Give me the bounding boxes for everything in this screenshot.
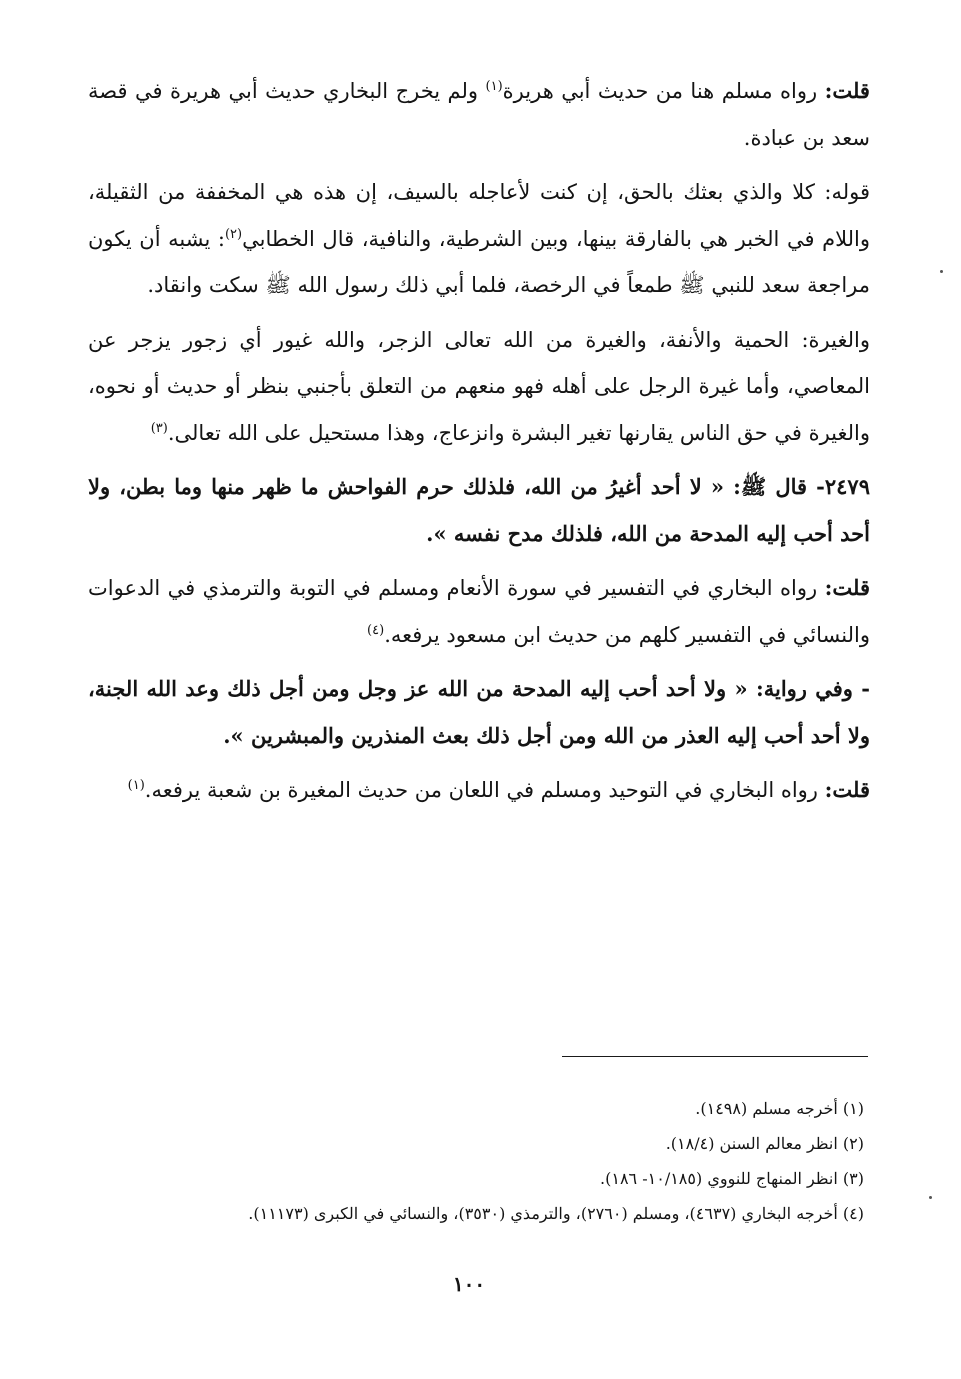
paragraph-note-bukhari [88,565,870,658]
paragraph-text: رواه مسلم هنا من حديث أبي هريرة [502,79,825,103]
hadith-riwaya [88,666,870,759]
scan-speck [929,1196,932,1199]
footnote-ref[interactable]: (٤) [367,622,385,638]
qult-label: قلت: [824,575,870,600]
footnote-separator [562,1056,868,1057]
paragraph-note-muslim [88,68,870,161]
main-text [88,68,870,822]
qult-label: قلت: [824,78,870,103]
footnote-item: (٢) انظر معالم السنن (١٨/٤). [665,1134,864,1153]
paragraph-khattabi [88,169,870,309]
footnote-item: (١) أخرجه مسلم (١٤٩٨). [695,1099,864,1118]
page-number: ١٠٠ [452,1272,486,1296]
footnote-item: (٤) أخرجه البخاري (٤٦٣٧)، ومسلم (٢٧٦٠)، والترمذي (٣٥٣٠)، والنسائي في الكبرى (١١١٧٣). [248,1204,864,1223]
hadith-text: ٢٤٧٩- قال ﷺ: « لا أحد أغيرُ من الله، فلذلك حرم الفواحش ما ظهر منها وما بطن، ولا أحد أحب إليه المدحة من الله، فلذلك مدح نفسه ». [88,474,870,546]
paragraph-note-tawhid [88,767,870,814]
paragraph-text: والغيرة: الحمية والأنفة، والغيرة من الله تعالى الزجر، والله غيور أي زجور يزجر عن المعاصي، وأما غيرة الرجل على أهله فهو منعهم من التعلق بأجنبي بنظر أو حديث أو نحوه، والغيرة في حق الناس يقارنها تغير البشرة وانزعاج، وهذا مستحيل على الله تعالى. [88,327,870,445]
paragraph-text: رواه البخاري في التوحيد ومسلم في اللعان من حديث المغيرة بن شعبة يرفعه. [144,778,825,802]
hadith-2479 [88,464,870,557]
footnotes [88,1091,864,1231]
paragraph-ghayra [88,317,870,457]
hadith-text: - وفي رواية: « ولا أحد أحب إليه المدحة من الله عز وجل ومن أجل ذلك وعد الله الجنة، ولا أحد أحب إليه العذر من الله ومن أجل ذلك بعث المنذرين والمبشرين ». [88,676,870,748]
footnote-ref[interactable]: (٣) [150,420,168,436]
paragraph-text: قوله: كلا والذي بعثك بالحق، إن كنت لأعاجله بالسيف، إن هذه هي المخففة من الثقيلة، واللام في الخبر هي بالفارقة بينها، وبين الشرطية، والنافية، قال الخطابي [88,180,870,251]
footnote-item: (٣) انظر المنهاج للنووي (١٠/١٨٥- ١٨٦). [600,1169,864,1188]
footnote-ref[interactable]: (١) [485,79,503,94]
footnote-ref[interactable]: (١) [127,778,145,793]
scan-speck [940,270,943,273]
qult-label: قلت: [824,777,870,802]
paragraph-text: رواه البخاري في التفسير في سورة الأنعام ومسلم في التوبة والترمذي في الدعوات والنسائي في التفسير كلهم من حديث ابن مسعود يرفعه. [88,576,870,647]
paragraph-tail: ولم يخرج البخاري حديث أبي هريرة في قصة سعد بن عبادة. [88,79,870,150]
footnote-ref[interactable]: (٢) [224,226,243,242]
paragraph-tail: : يشبه أن يكون مراجعة سعد للنبي ﷺ طمعاً في الرخصة، فلما أبي ذلك رسول الله ﷺ سكت وانقاد. [88,226,870,297]
